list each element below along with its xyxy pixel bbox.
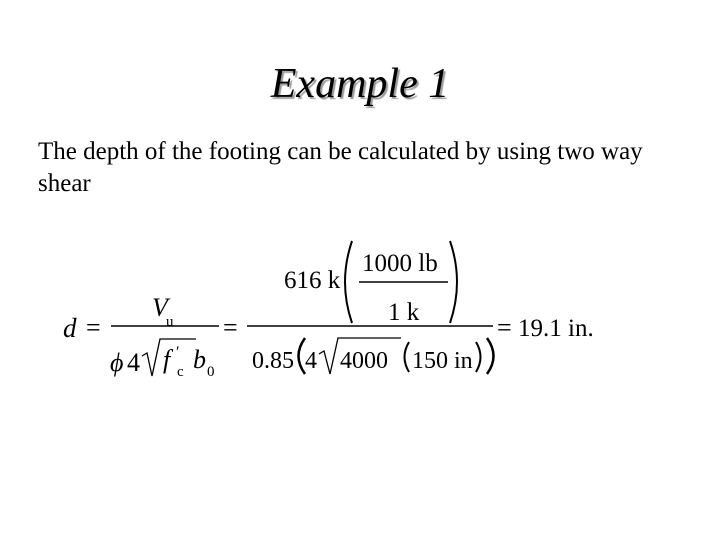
eq-v: V — [152, 293, 168, 322]
eq-conv-den: 1 k — [388, 299, 420, 326]
eq-lhs-d: d — [63, 313, 77, 343]
slide-title: Example 1 — [270, 61, 450, 107]
eq-b-sub: 0 — [207, 364, 215, 380]
eq-v-sub: u — [166, 314, 174, 330]
eq-den-4000: 4000 — [340, 348, 388, 374]
eq-616k: 616 k — [284, 267, 341, 294]
eq-fc-prime: ′ — [176, 344, 180, 361]
eq-conv-num: 1000 lb — [362, 250, 438, 277]
eq-result: 19.1 in. — [518, 315, 594, 342]
eq-equals-1: = — [86, 313, 101, 342]
eq-den-4: 4 — [305, 348, 317, 374]
eq-den-085: 0.85 — [252, 348, 294, 374]
eq-paren-left-1 — [345, 241, 352, 323]
eq-paren-right-2 — [487, 338, 494, 374]
eq-den-150: 150 in — [412, 348, 473, 374]
eq-fc-sub: c — [177, 364, 184, 380]
eq-paren-left-3 — [405, 342, 410, 372]
eq-b: b — [193, 345, 206, 374]
eq-paren-right-3 — [476, 342, 481, 372]
eq-equals-3: = — [497, 313, 512, 342]
eq-equals-2: = — [223, 313, 238, 342]
eq-four: 4 — [127, 348, 140, 377]
eq-fc: f — [163, 345, 171, 374]
slide-body-text: The depth of the footing can be calculated by using two way shear — [38, 138, 643, 197]
eq-paren-right-1 — [450, 241, 457, 323]
eq-phi: ϕ — [110, 348, 124, 377]
